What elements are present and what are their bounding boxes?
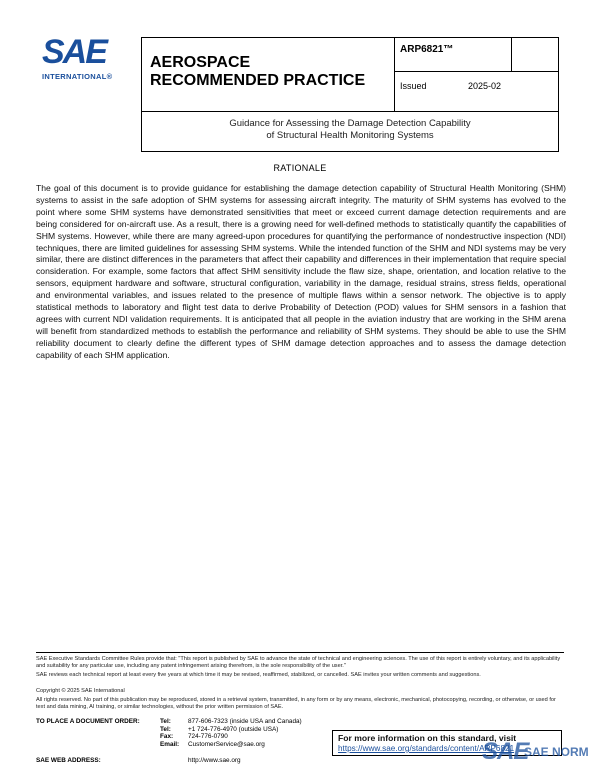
contact-label: Fax: <box>160 733 174 741</box>
web-address-label: SAE WEB ADDRESS: <box>36 757 101 764</box>
issued-label: Issued <box>400 81 427 91</box>
phone-intl: +1 724-776-4970 (outside USA) <box>188 725 279 733</box>
document-type-line1: AEROSPACE <box>150 54 251 71</box>
rationale-heading: RATIONALE <box>273 163 327 173</box>
contact-label: Tel: <box>160 718 171 725</box>
document-header <box>141 37 559 152</box>
footer-divider <box>36 652 564 653</box>
watermark-text: SAE NORM <box>524 745 589 759</box>
contact-values <box>188 718 302 748</box>
logo-mark: SAE <box>42 33 106 71</box>
divider <box>394 38 395 111</box>
divider <box>394 71 559 72</box>
more-info-text: For more information on this standard, visit <box>338 733 517 743</box>
rationale-body: The goal of this document is to provide guidance for establishing the damage detection capability of Structural Health Monitoring (SHM) systems to assist in the safe adoption of SHM systems for assessing aircraft integrity. The maturity of SHM systems has evolved to the point where some SHM systems have demonstrated sensitivities that meet or exceed current damage detection requirements and are being considered for on-aircraft use. As a result, there is a growing need for well-defined methods to statistically quantify the capabilities of SHM systems. However, while there are many agreed-upon procedures for quantifying the performance of nondestructive inspection (NDI) techniques, there are limited guidelines for assessing SHM systems. While the intended function of the SHM and NDI systems may be very similar, there are distinct differences in the parameters that affect their capability and differences in their implementation that require special consideration. For example, some factors that affect SHM sensitivity include the flaw size, shape, orientation, and location relative to the sensors, equipment hardware and software, structural configuration, variability in the damage, residual strains, stress fields, operational and environmental variables, and issues related to the presence of multiple flaws within a sensor network. The objective is to apply statistical methods to laboratory and flight test data to derive Probability of Detection (POD) values for SHM sensors in a fashion that agrees with current NDI validation requirements. It is anticipated that all people in the aviation industry that are working in the SHM arena will benefit from standardized methods to establish the performance and reliability of SHM systems. They should be able to use the SHM reliability document to clearly define the different types of SHM damage detection approaches and to assess the damage detection capability of each SHM application. <box>36 183 566 360</box>
copyright-notice: Copyright © 2025 SAE International <box>36 688 125 694</box>
phone-usa: 877-606-7323 (inside USA and Canada) <box>188 718 302 725</box>
executive-rules-notice: SAE Executive Standards Committee Rules provide that: "This report is published by SAE to advance the state of technical and engineering sciences. The use of this report is entirely voluntary, and its applicability and suitability for any particular use, including any patent infringement arising therefrom, is the sole responsibility of the user." <box>36 656 561 670</box>
rights-notice: All rights reserved. No part of this publication may be reproduced, stored in a retrieval system, transmitted, in any form or by any means, electronic, mechanical, photocopying, recording, or otherwise, or used for text and data mining, AI training, or similar technologies, without the prior written permission of SAE. <box>36 697 556 711</box>
contact-label: Tel: <box>160 725 171 733</box>
email-link[interactable]: CustomerService@sae.org <box>188 740 265 748</box>
web-address-link[interactable]: http://www.sae.org <box>188 757 241 764</box>
document-number: ARP6821™ <box>400 44 454 55</box>
document-title-line1: Guidance for Assessing the Damage Detection Capability <box>229 118 471 129</box>
fax: 724-776-0790 <box>188 733 228 741</box>
watermark-logo: SAE <box>482 738 529 765</box>
issued-date: 2025-02 <box>468 81 502 91</box>
sae-norm-watermark <box>482 738 598 776</box>
logo-subtitle: INTERNATIONAL® <box>42 72 113 81</box>
contact-labels <box>160 718 179 748</box>
divider <box>142 111 558 112</box>
divider <box>511 38 512 71</box>
standard-link[interactable]: https://www.sae.org/standards/content/ARP6821 <box>338 744 515 753</box>
sae-logo <box>40 34 130 84</box>
order-label: TO PLACE A DOCUMENT ORDER: <box>36 718 140 725</box>
document-title-line2: of Structural Health Monitoring Systems <box>266 130 434 141</box>
review-notice: SAE reviews each technical report at least every five years at which time it may be revised, reaffirmed, stabilized, or cancelled. SAE invites your written comments and suggestions. <box>36 672 481 678</box>
contact-label: Email: <box>160 740 180 748</box>
document-type-line2: RECOMMENDED PRACTICE <box>150 72 366 89</box>
